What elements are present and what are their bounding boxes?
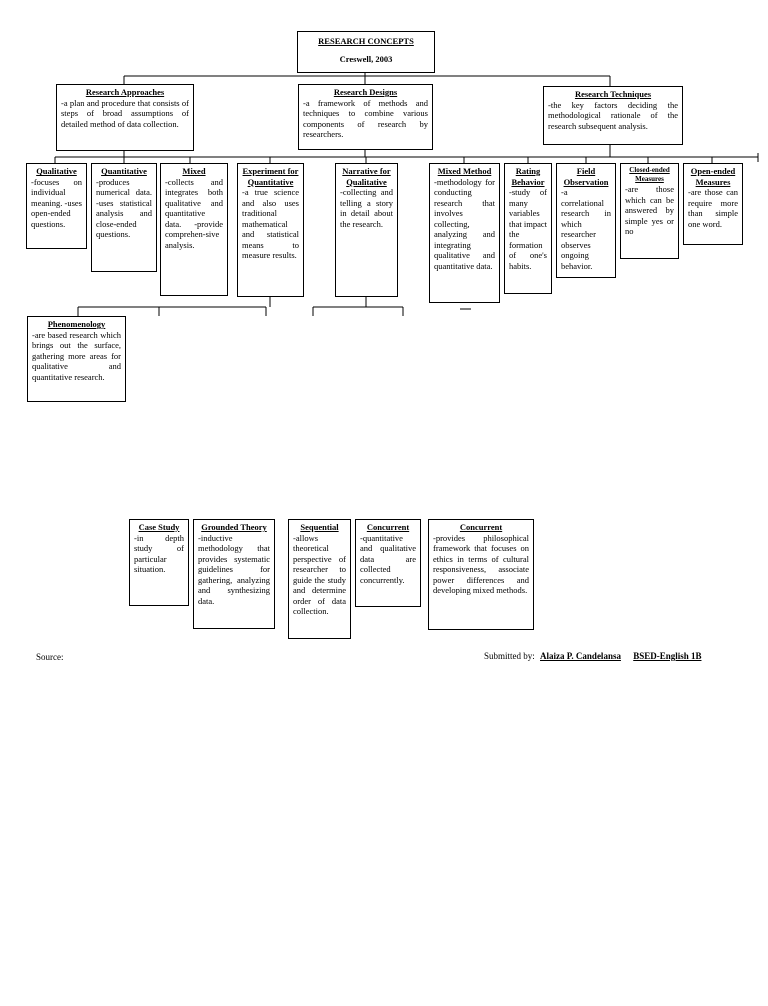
concurrent-1-title: Concurrent bbox=[366, 522, 410, 532]
field-observation-node bbox=[556, 163, 616, 278]
submitted-by bbox=[484, 651, 701, 661]
open-ended-node bbox=[683, 163, 743, 245]
phenomenology-title: Phenomenology bbox=[47, 319, 106, 329]
submitted-label: Submitted by: bbox=[484, 651, 535, 661]
rating-text: -study of many variables that impact the formation of one's habits. bbox=[509, 187, 548, 271]
root-subtitle: Creswell, 2003 bbox=[339, 53, 393, 64]
phenomenology-node bbox=[27, 316, 126, 402]
experiment-text: -a true science and also uses traditional mathematical and statistical means to measure results. bbox=[242, 187, 299, 260]
author-name: Alaiza P. Candelansa bbox=[540, 651, 621, 661]
concurrent-2-text: -provides philosophical framework that focuses on ethics in terms of cultural responsiveness, associate power differences and developing mixed methods. bbox=[433, 532, 529, 595]
mixed-text: -collects and integrates both qualitative and quantitative data. -provide comprehen-sive analysis. bbox=[165, 176, 223, 250]
approaches-text: -a plan and procedure that consists of steps of broad assumptions of detailed method of data collection. bbox=[61, 97, 189, 129]
mixed-title: Mixed bbox=[182, 166, 206, 176]
sequential-title: Sequential bbox=[300, 522, 339, 532]
quantitative-title: Quantitative bbox=[101, 166, 147, 176]
mixed-node bbox=[160, 163, 228, 296]
approaches-title: Research Approaches bbox=[85, 87, 165, 97]
case-study-text: -in depth study of particular situation. bbox=[134, 532, 184, 574]
quantitative-node bbox=[91, 163, 157, 272]
field-title: Field Observation bbox=[563, 166, 609, 187]
root-title: RESEARCH CONCEPTS bbox=[318, 36, 414, 46]
phenomenology-text: -are based research which brings out the surface, gathering more areas for qualitative and quantitative research. bbox=[32, 329, 121, 382]
rating-node bbox=[504, 163, 552, 294]
case-study-node bbox=[129, 519, 189, 606]
mixed-method-node bbox=[429, 163, 500, 303]
concurrent-2-title: Concurrent bbox=[459, 522, 503, 532]
approaches-node bbox=[56, 84, 194, 151]
source-label: Source: bbox=[36, 652, 64, 662]
open-text: -are those can require more than simple one word. bbox=[688, 187, 738, 229]
grounded-title: Grounded Theory bbox=[201, 522, 267, 532]
techniques-node bbox=[543, 86, 683, 145]
concurrent-node-1 bbox=[355, 519, 421, 607]
techniques-title: Research Techniques bbox=[574, 89, 652, 99]
experiment-node bbox=[237, 163, 304, 297]
rating-title: Rating Behavior bbox=[511, 166, 545, 187]
narrative-text: -collecting and telling a story in detail about the research. bbox=[340, 187, 393, 229]
closed-ended-node bbox=[620, 163, 679, 259]
designs-node bbox=[298, 84, 433, 150]
mixed-method-text: -methodology for conducting research that involves collecting, analyzing and integrating qualitative and quantitative data. bbox=[434, 176, 495, 271]
field-text: -a correlational research in which researcher observes ongoing behavior. bbox=[561, 187, 611, 271]
designs-title: Research Designs bbox=[333, 87, 398, 97]
techniques-text: -the key factors deciding the methodological rationale of the research subsequent analysis. bbox=[548, 99, 678, 131]
grounded-text: -inductive methodology that provides systematic guidelines for gathering, analyzing and synthesizing data. bbox=[198, 532, 270, 606]
experiment-title: Experiment for Quantitative bbox=[242, 166, 299, 187]
concurrent-1-text: -quantitative and qualitative data are collected concurrently. bbox=[360, 532, 416, 585]
qualitative-title: Qualitative bbox=[36, 166, 77, 176]
sequential-text: -allows theoretical perspective of researcher to guide the study and determine order of data collection. bbox=[293, 532, 346, 616]
sequential-node bbox=[288, 519, 351, 639]
grounded-theory-node bbox=[193, 519, 275, 629]
open-title: Open-ended Measures bbox=[690, 166, 736, 187]
quantitative-text: -produces numerical data. -uses statistical analysis and close-ended questions. bbox=[96, 176, 152, 239]
narrative-node bbox=[335, 163, 398, 297]
course-name: BSED-English 1B bbox=[633, 651, 702, 661]
mixed-method-title: Mixed Method bbox=[437, 166, 492, 176]
root-node bbox=[297, 31, 435, 73]
closed-text: -are those which can be answered by simple yes or no bbox=[625, 184, 674, 236]
qualitative-node bbox=[26, 163, 87, 249]
closed-title: Closed-ended Measures bbox=[629, 166, 670, 183]
designs-text: -a framework of methods and techniques to combine various components of research by researchers. bbox=[303, 97, 428, 139]
qualitative-text: -focuses on individual meaning. -uses open-ended questions. bbox=[31, 176, 82, 229]
case-study-title: Case Study bbox=[138, 522, 180, 532]
narrative-title: Narrative for Qualitative bbox=[342, 166, 391, 187]
concurrent-node-2 bbox=[428, 519, 534, 630]
